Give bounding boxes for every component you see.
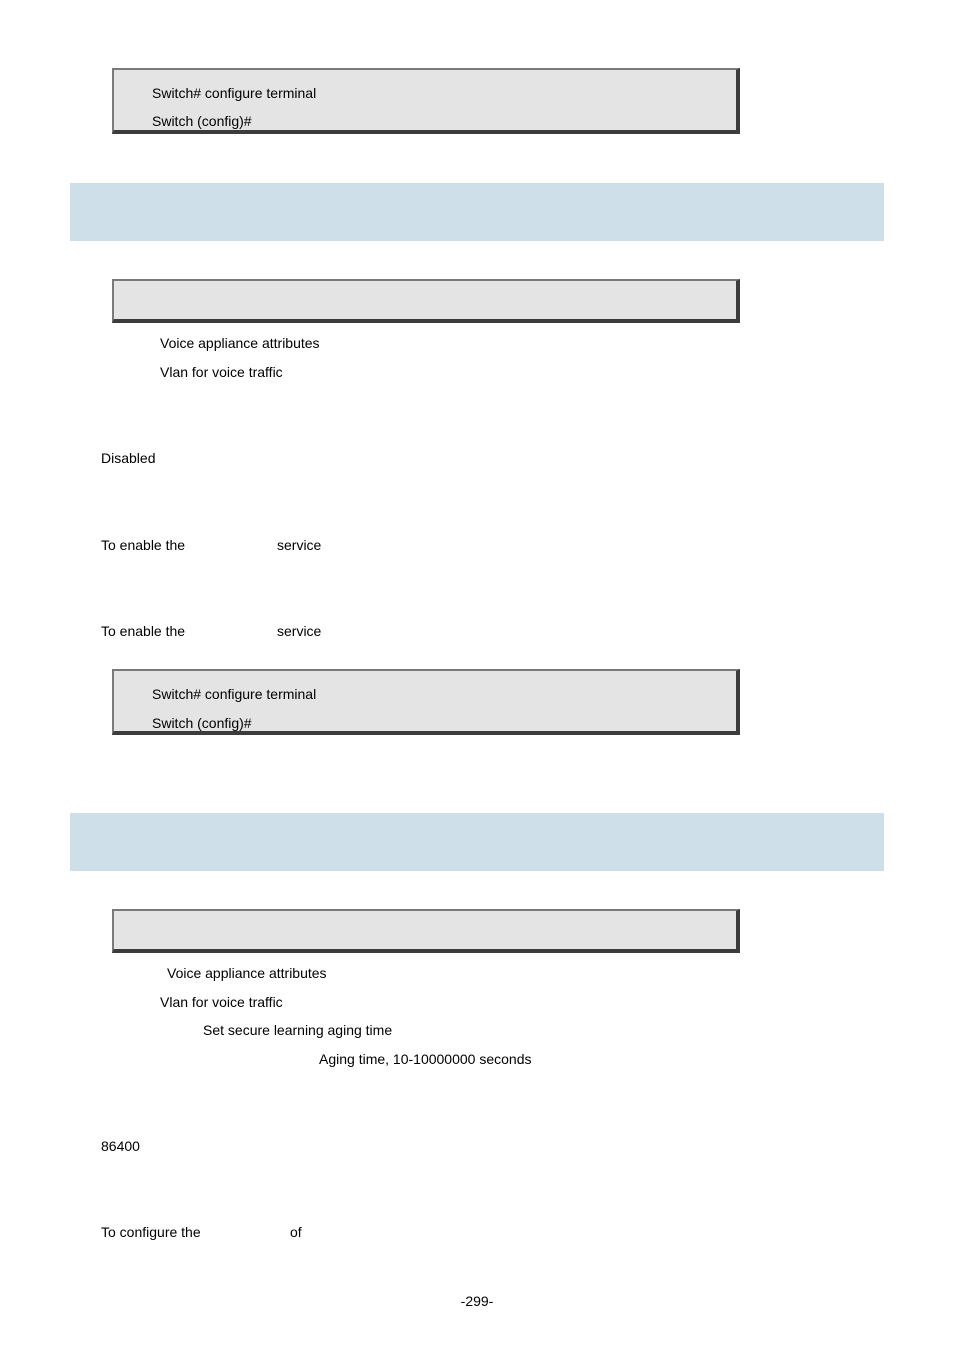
usage-text-start: To configure the <box>101 1224 201 1240</box>
param-description: Vlan for voice traffic <box>160 364 283 380</box>
command-syntax-box-2 <box>112 909 740 953</box>
command-syntax-box-1 <box>112 279 740 323</box>
page-number: -299- <box>460 1293 494 1309</box>
example-text-end: service <box>277 623 322 639</box>
default-value: Disabled <box>101 450 156 466</box>
code-line: Switch# configure terminal <box>152 85 317 101</box>
example-code-box-1 <box>112 68 740 134</box>
default-value: 86400 <box>101 1138 140 1154</box>
example-text-start: To enable the <box>101 623 186 639</box>
example-code-box-2 <box>112 669 740 735</box>
section-header-band-2 <box>70 813 884 871</box>
param-description: Aging time, 10-10000000 seconds <box>319 1051 532 1067</box>
param-description: Vlan for voice traffic <box>160 994 283 1010</box>
code-line: Switch (config)# <box>152 113 252 129</box>
code-line: Switch (config)# <box>152 715 252 731</box>
usage-text-end: service <box>277 537 322 553</box>
code-line: Switch# configure terminal <box>152 686 317 702</box>
param-description: Voice appliance attributes <box>160 335 320 351</box>
usage-text-start: To enable the <box>101 537 186 553</box>
param-description: Set secure learning aging time <box>203 1022 393 1038</box>
section-header-band-1 <box>70 183 884 241</box>
param-description: Voice appliance attributes <box>167 965 327 981</box>
usage-text-end: of <box>290 1224 302 1240</box>
